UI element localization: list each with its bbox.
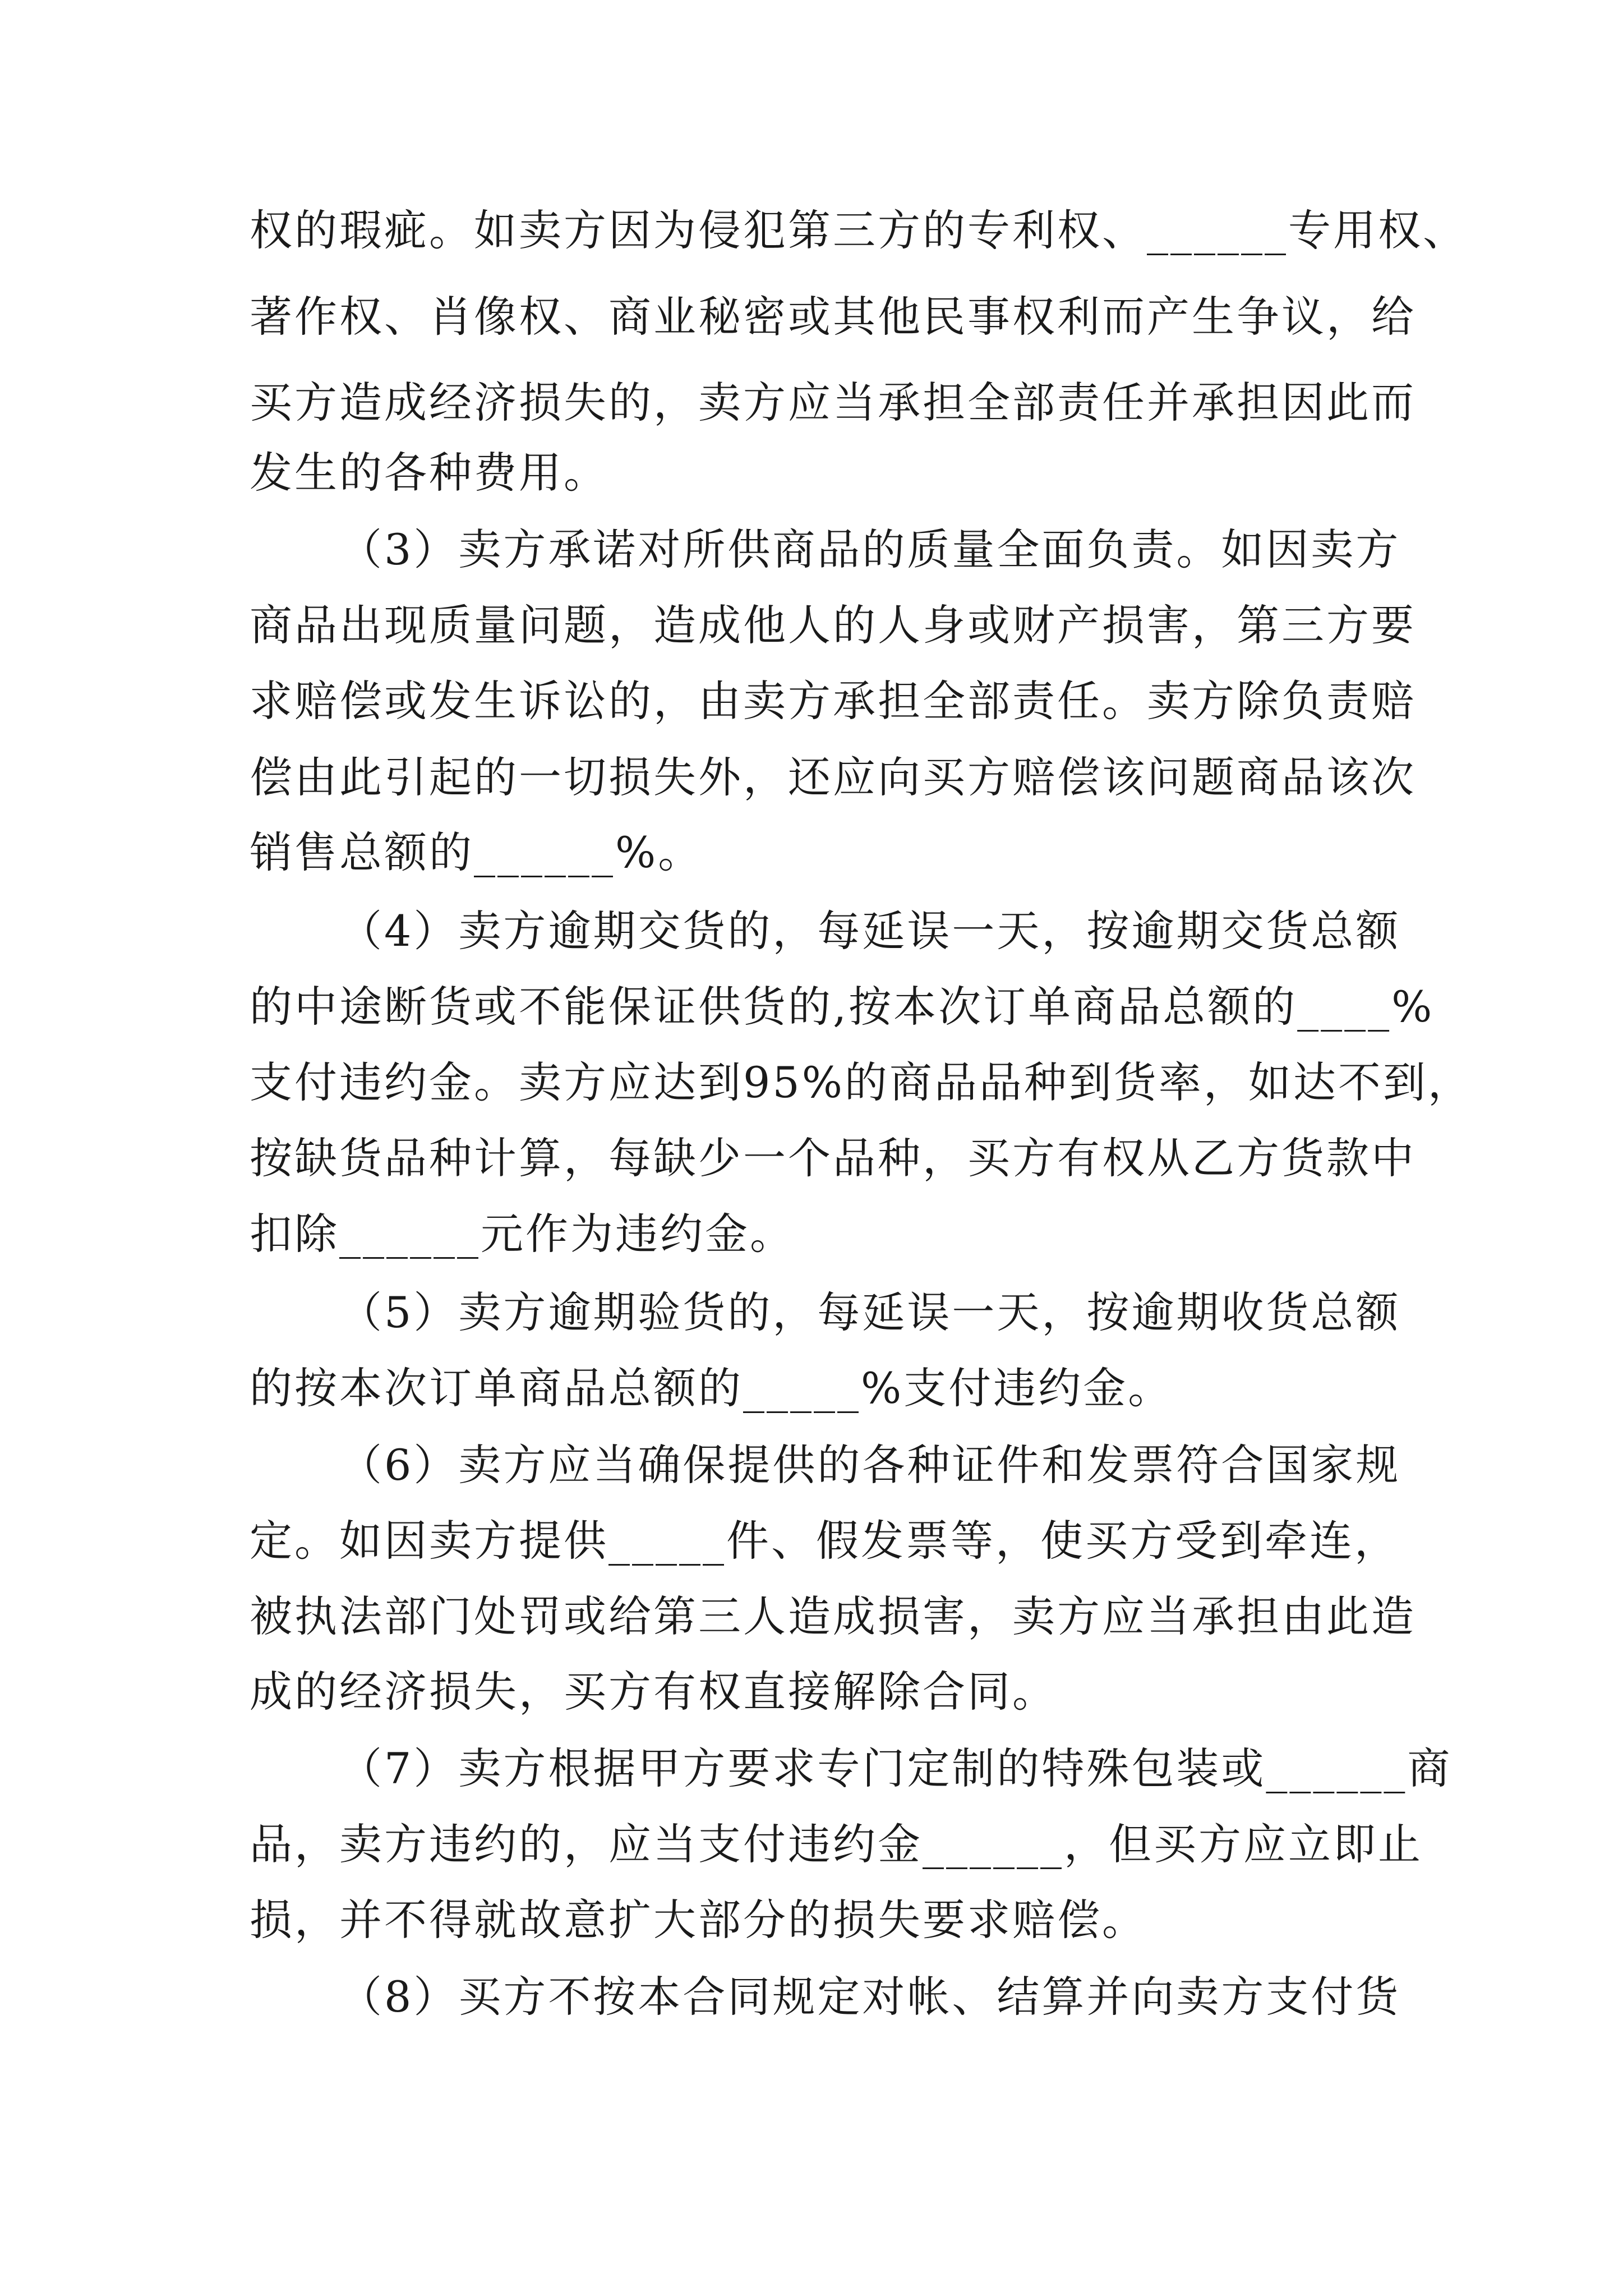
text-line: 被执法部门处罚或给第三人造成损害，卖方应当承担由此造 [250,1591,1416,1641]
text-line: 损，并不得就故意扩大部分的损失要求赔偿。 [250,1895,1147,1945]
text-line: 定。如因卖方提供_____件、假发票等，使买方受到牵连， [250,1516,1399,1566]
text-line: 著作权、肖像权、商业秘密或其他民事权利而产生争议，给 [250,292,1416,342]
text-line: 品，卖方违约的，应当支付违约金______，但买方应立即止 [250,1819,1423,1869]
text-line: 的按本次订单商品总额的_____%支付违约金。 [250,1363,1173,1413]
text-line: 销售总额的______%。 [250,827,703,877]
text-line: 支付违约金。卖方应达到95%的商品品种到货率，如达不到， [250,1057,1473,1107]
text-line: 买方造成经济损失的，卖方应当承担全部责任并承担因此而 [250,378,1416,427]
text-line: 偿由此引起的一切损失外，还应向买方赔偿该问题商品该次 [250,752,1416,802]
text-line: 按缺货品种计算，每缺少一个品种，买方有权从乙方货款中 [250,1133,1416,1183]
paragraph-start-line: （4）卖方逾期交货的，每延误一天，按逾期交货总额 [339,906,1401,956]
paragraph-start-line: （8）买方不按本合同规定对帐、结算并向卖方支付货 [339,1972,1401,2022]
paragraph-start-line: （7）卖方根据甲方要求专门定制的特殊包装或______商 [339,1743,1453,1793]
paragraph-start-line: （3）卖方承诺对所供商品的质量全面负责。如因卖方 [339,524,1401,574]
paragraph-start-line: （5）卖方逾期验货的，每延误一天，按逾期收货总额 [339,1287,1401,1337]
text-line: 的中途断货或不能保证供货的,按本次订单商品总额的____% [250,982,1435,1032]
text-line: 扣除______元作为违约金。 [250,1209,795,1259]
paragraph-start-line: （6）卖方应当确保提供的各种证件和发票符合国家规 [339,1440,1401,1490]
text-line: 发生的各种费用。 [250,448,608,498]
text-line: 权的瑕疵。如卖方因为侵犯第三方的专利权、______专用权、 [250,205,1468,255]
text-line: 成的经济损失，买方有权直接解除合同。 [250,1667,1057,1717]
text-line: 商品出现质量问题，造成他人的人身或财产损害，第三方要 [250,600,1416,650]
text-line: 求赔偿或发生诉讼的，由卖方承担全部责任。卖方除负责赔 [250,676,1416,726]
